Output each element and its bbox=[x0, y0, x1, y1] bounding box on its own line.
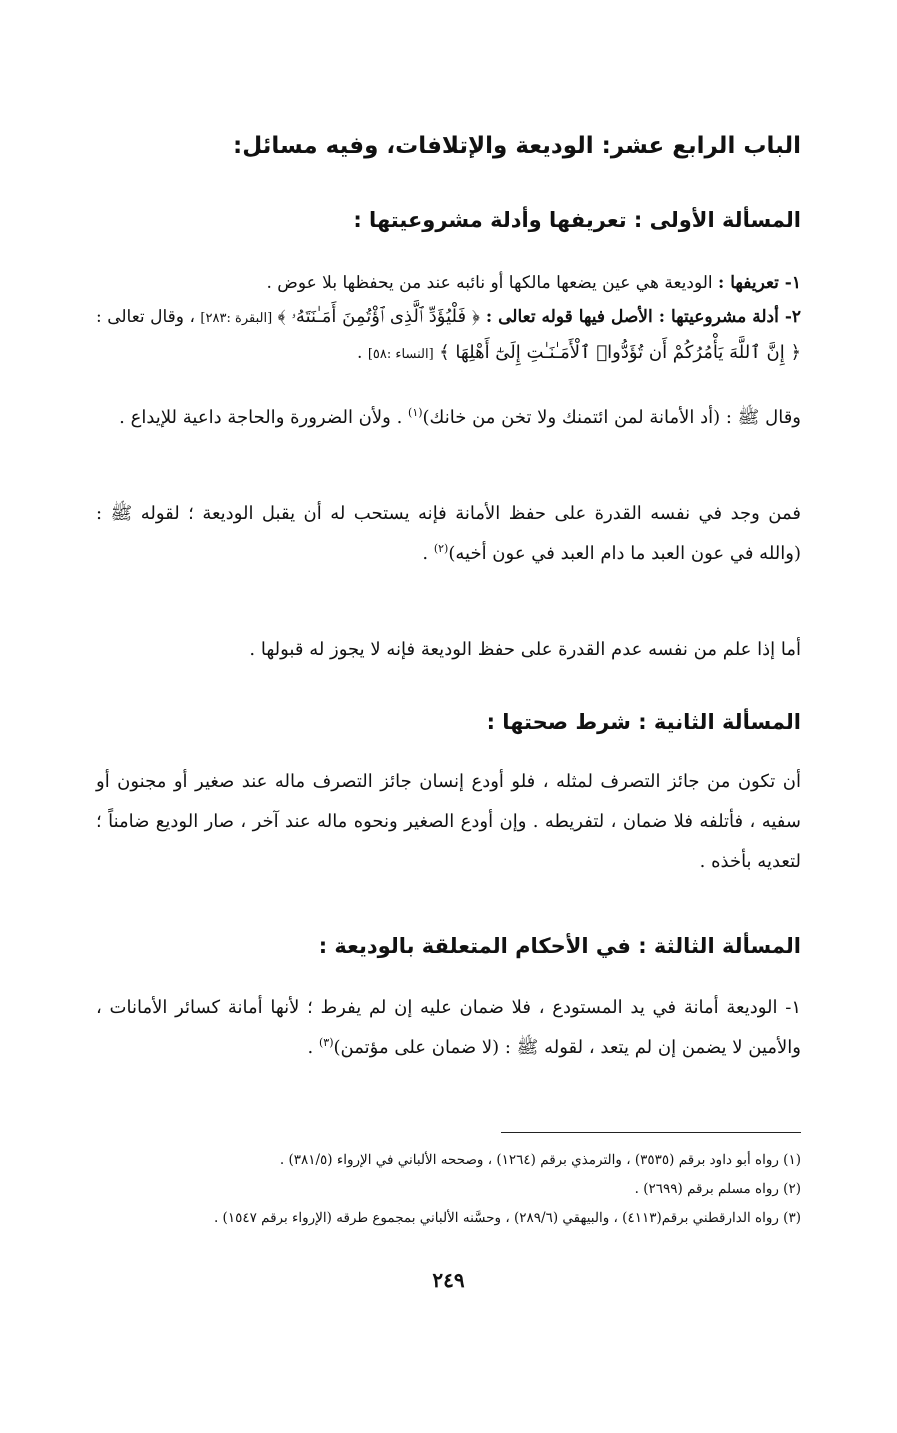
hadith-text: وقال ﷺ : (أد الأمانة لمن ائتمنك ولا تخن من خانك) bbox=[422, 407, 801, 428]
evidence-paragraph bbox=[96, 300, 801, 372]
acceptance-text: فمن وجد في نفسه القدرة على حفظ الأمانة فإنه يستحب له أن يقبل الوديعة ؛ لقوله ﷺ : (والله في عون العبد ما دام العبد في عون أخيه) bbox=[96, 503, 801, 564]
chapter-title: الباب الرابع عشر: الوديعة والإتلافات، وفيه مسائل: bbox=[233, 133, 801, 159]
footnote-marker-3[interactable]: (٣) bbox=[319, 1036, 334, 1049]
footnote-3: (٣) رواه الدارقطني برقم(٤١١٣) ، والبيهقي (٢٨٩/٦) ، وحسَّنه الألباني بمجموع طرقه (الإرواء برقم ١٥٤٧) . bbox=[213, 1210, 801, 1226]
acceptance-paragraph bbox=[96, 494, 801, 574]
footnote-2: (٢) رواه مسلم برقم (٢٦٩٩) . bbox=[634, 1181, 801, 1197]
verse-2-end: . bbox=[357, 343, 368, 363]
rulings-text: ١- الوديعة أمانة في يد المستودع ، فلا ضمان عليه إن لم يفرط ؛ لأنها أمانة كسائر الأمانات ، والأمين لا يضمن إن لم يتعد ، لقوله ﷺ : (لا ضمان على مؤتمن) bbox=[96, 997, 801, 1058]
issue-1-para-2 bbox=[96, 494, 801, 574]
verse-2: ﴿ إِنَّ ٱللَّهَ يَأْمُرُكُمْ أَن تُؤَدُّوا۟ ٱلْأَمَـٰنَـٰتِ إِلَىٰٓ أَهْلِهَا ﴾ bbox=[439, 342, 801, 363]
page-number: ٢٤٩ bbox=[432, 1268, 465, 1292]
evidence-text: الأصل فيها قوله تعالى : bbox=[479, 307, 659, 327]
rulings-paragraph bbox=[96, 988, 801, 1068]
issue-2-section bbox=[96, 704, 801, 740]
issue-1-section bbox=[96, 202, 801, 238]
footnotes bbox=[96, 1146, 801, 1233]
footnote-1: (١) رواه أبو داود برقم (٣٥٣٥) ، والترمذي برقم (١٢٦٤) ، وصححه الألباني في الإرواء (٣٨١/٥) . bbox=[279, 1152, 801, 1168]
footnote-divider bbox=[501, 1132, 801, 1133]
issue-2-body bbox=[96, 762, 801, 882]
acceptance-end: . bbox=[422, 543, 434, 564]
hadith-after: . ولأن الضرورة والحاجة داعية للإيداع . bbox=[119, 407, 409, 428]
verse-2-reference: [النساء :٥٨] bbox=[367, 347, 434, 362]
issue-2-heading: المسألة الثانية : شرط صحتها : bbox=[486, 710, 801, 734]
verse-1-reference: [البقرة :٢٨٣] bbox=[200, 311, 273, 326]
evidence-lead: ٢- أدلة مشروعيتها : bbox=[658, 307, 802, 327]
verse-1: ﴿ فَلْيُؤَدِّ ٱلَّذِى ٱؤْتُمِنَ أَمَـٰنَتَهُۥ ﴾ bbox=[277, 306, 480, 327]
issue-1-para-3 bbox=[96, 630, 801, 670]
issue-3-heading: المسألة الثالثة : في الأحكام المتعلقة بالوديعة : bbox=[318, 934, 801, 958]
definition-lead: ١- تعريفها : bbox=[718, 273, 801, 293]
footnote-marker-2[interactable]: (٢) bbox=[433, 542, 449, 555]
hadith-paragraph bbox=[96, 398, 801, 438]
footnote-marker-1[interactable]: (١) bbox=[408, 406, 423, 419]
issue-1-heading: المسألة الأولى : تعريفها وأدلة مشروعيتها : bbox=[353, 208, 801, 232]
refusal-paragraph: أما إذا علم من نفسه عدم القدرة على حفظ الوديعة فإنه لا يجوز له قبولها . bbox=[249, 639, 801, 660]
issue-3-body bbox=[96, 988, 801, 1068]
validity-paragraph: أن تكون من جائز التصرف لمثله ، فلو أودع إنسان جائز التصرف ماله عند صغير أو مجنون أو سفيه ، فأتلفه فلا ضمان ، لتفريطه . وإن أودع الصغير ونحوه ماله عند آخر ، صار الوديع ضامناً ؛ لتعديه بأخذه . bbox=[96, 771, 801, 872]
definition-paragraph bbox=[96, 266, 801, 300]
rulings-end: . bbox=[307, 1037, 319, 1058]
issue-1-hadith bbox=[96, 398, 801, 438]
issue-3-section bbox=[96, 928, 801, 964]
book-page bbox=[96, 0, 801, 1433]
verse-joiner: ، وقال تعالى : bbox=[96, 307, 201, 327]
issue-1-definition bbox=[96, 266, 801, 372]
definition-text: الوديعة هي عين يضعها مالكها أو نائبه عند من يحفظها بلا عوض . bbox=[266, 273, 719, 293]
